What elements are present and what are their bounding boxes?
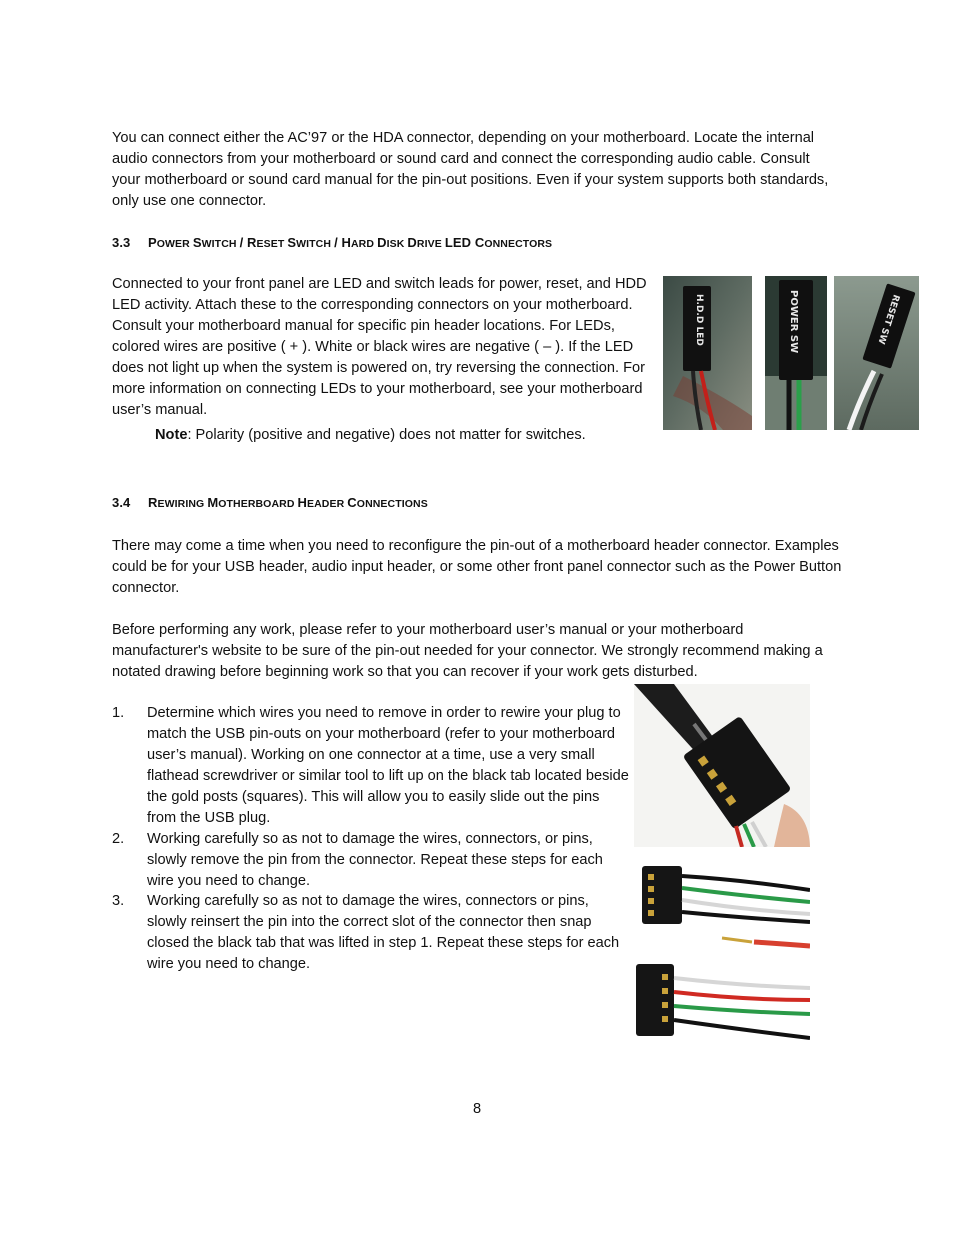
hdd-led-connector-photo [663,276,752,430]
section-3-3-title [148,235,552,250]
step-number: 3. [112,893,125,909]
section-3-3-title-part: ISK [386,238,408,250]
intro-paragraph: You can connect either the AC’97 or the HDA connector, depending on your motherboard. Locate the internal audio connectors from your motherboard or sound card and connect the corresponding audio cable. Consult your motherboard or sound card manual for the pin-out positions. Even if your system supports both standards, only use one connector. [112,130,829,209]
reset-sw-label: RESET SW [875,293,901,346]
section-3-3-title-part: S [192,235,202,250]
section-3-4-heading [112,492,428,515]
section-3-3-title-part: S [287,235,297,250]
section-3-3-title-part: OWER [156,238,193,250]
section-3-3-title-part: WITCH [201,238,240,250]
rewired-connector-photo [634,960,810,1044]
screwdriver-connector-photo [634,684,810,847]
note-text: : Polarity (positive and negative) does not matter for switches. [187,427,586,443]
section-3-3-title-part: P [148,235,157,250]
section-3-4-title-part: EADER [307,498,348,510]
section-3-3-title-part: D [377,235,387,250]
section-3-4-title-part: M [207,495,219,510]
section-3-3-title-part: ONNECTORS [484,238,553,250]
power-sw-label: POWER SW [788,290,799,354]
section-3-3-title-part: / R [239,235,257,250]
section-3-4-title-part: ONNECTIONS [356,498,428,510]
section-3-3-title-part: WITCH [296,238,335,250]
connector-pin-removed-photo [634,860,810,956]
section-3-4-title-part: C [347,495,357,510]
section-3-3-title-part: / H [334,235,351,250]
hdd-led-label: H.D.D LED [694,294,704,346]
note-label: Note [155,427,188,443]
list-item [112,703,632,829]
page-number: 8 [472,1101,482,1117]
section-3-4-number: 3.4 [112,495,131,510]
section-3-4-paragraph-1: There may come a time when you need to reconfigure the pin-out of a motherboard header connector. Examples could be for your USB header, audio input header, or some other front panel connector such as the Power Button connector. [112,538,842,596]
section-3-3-title-part: RIVE [416,238,445,250]
power-sw-connector-photo [765,276,827,430]
polarity-note [155,425,675,446]
step-text: Working carefully so as not to damage the wires, connectors or pins, slowly reinsert the pin into the correct slot of the connector then snap closed the black tab that was lifted in step 1. Repeat these steps for each wire you need to change. [147,893,620,972]
list-item [112,891,632,975]
section-3-4-title [148,495,428,510]
section-3-3-title-part: LED C [444,235,485,250]
section-3-3-number: 3.3 [112,235,131,250]
section-3-4-paragraph-2: Before performing any work, please refer to your motherboard user’s manual or your motherboard manufacturer's website to be sure of the pin-out needed for your connector. We strongly recommend making a notated drawing before beginning work so that you can recover if your work gets disturbed. [112,622,823,680]
section-3-3-title-part: ARD [351,238,378,250]
section-3-3-heading [112,232,552,255]
section-3-3-body: Connected to your front panel are LED and switch leads for power, reset, and HDD LED activity. Attach these to the corresponding connectors on your motherboard. Consult your motherboard manual for specific pin header locations. For LEDs, colored wires are positive ( + ). White or black wires are negative ( – ). If the LED does not light up when the system is powered on, try reversing the connection. For more information on connecting LEDs to your motherboard, see your motherboard user’s manual. [112,276,647,418]
section-3-4-title-part: OTHERBOARD [218,498,298,510]
section-3-4-title-part: H [297,495,308,510]
section-3-3-title-part: ESET [256,238,288,250]
section-3-4-title-part: EWIRING [157,498,208,510]
section-3-3-title-part: D [407,235,417,250]
list-item [112,829,632,892]
section-3-4-title-part: R [148,495,158,510]
reset-sw-connector-photo [834,276,919,430]
step-text: Working carefully so as not to damage the wires, connectors, or pins, slowly remove the pin from the connector. Repeat these steps for each wire you need to change. [147,831,603,889]
step-text: Determine which wires you need to remove in order to rewire your plug to match the USB pin-outs on your motherboard (refer to your motherboard user’s manual). Working on one connector at a time, use a very small flathead screwdriver or similar tool to lift up on the black tab located beside the gold posts (squares). This will allow you to easily slide out the pins from the USB plug. [147,705,629,826]
step-number: 2. [112,831,125,847]
step-number: 1. [112,705,125,721]
